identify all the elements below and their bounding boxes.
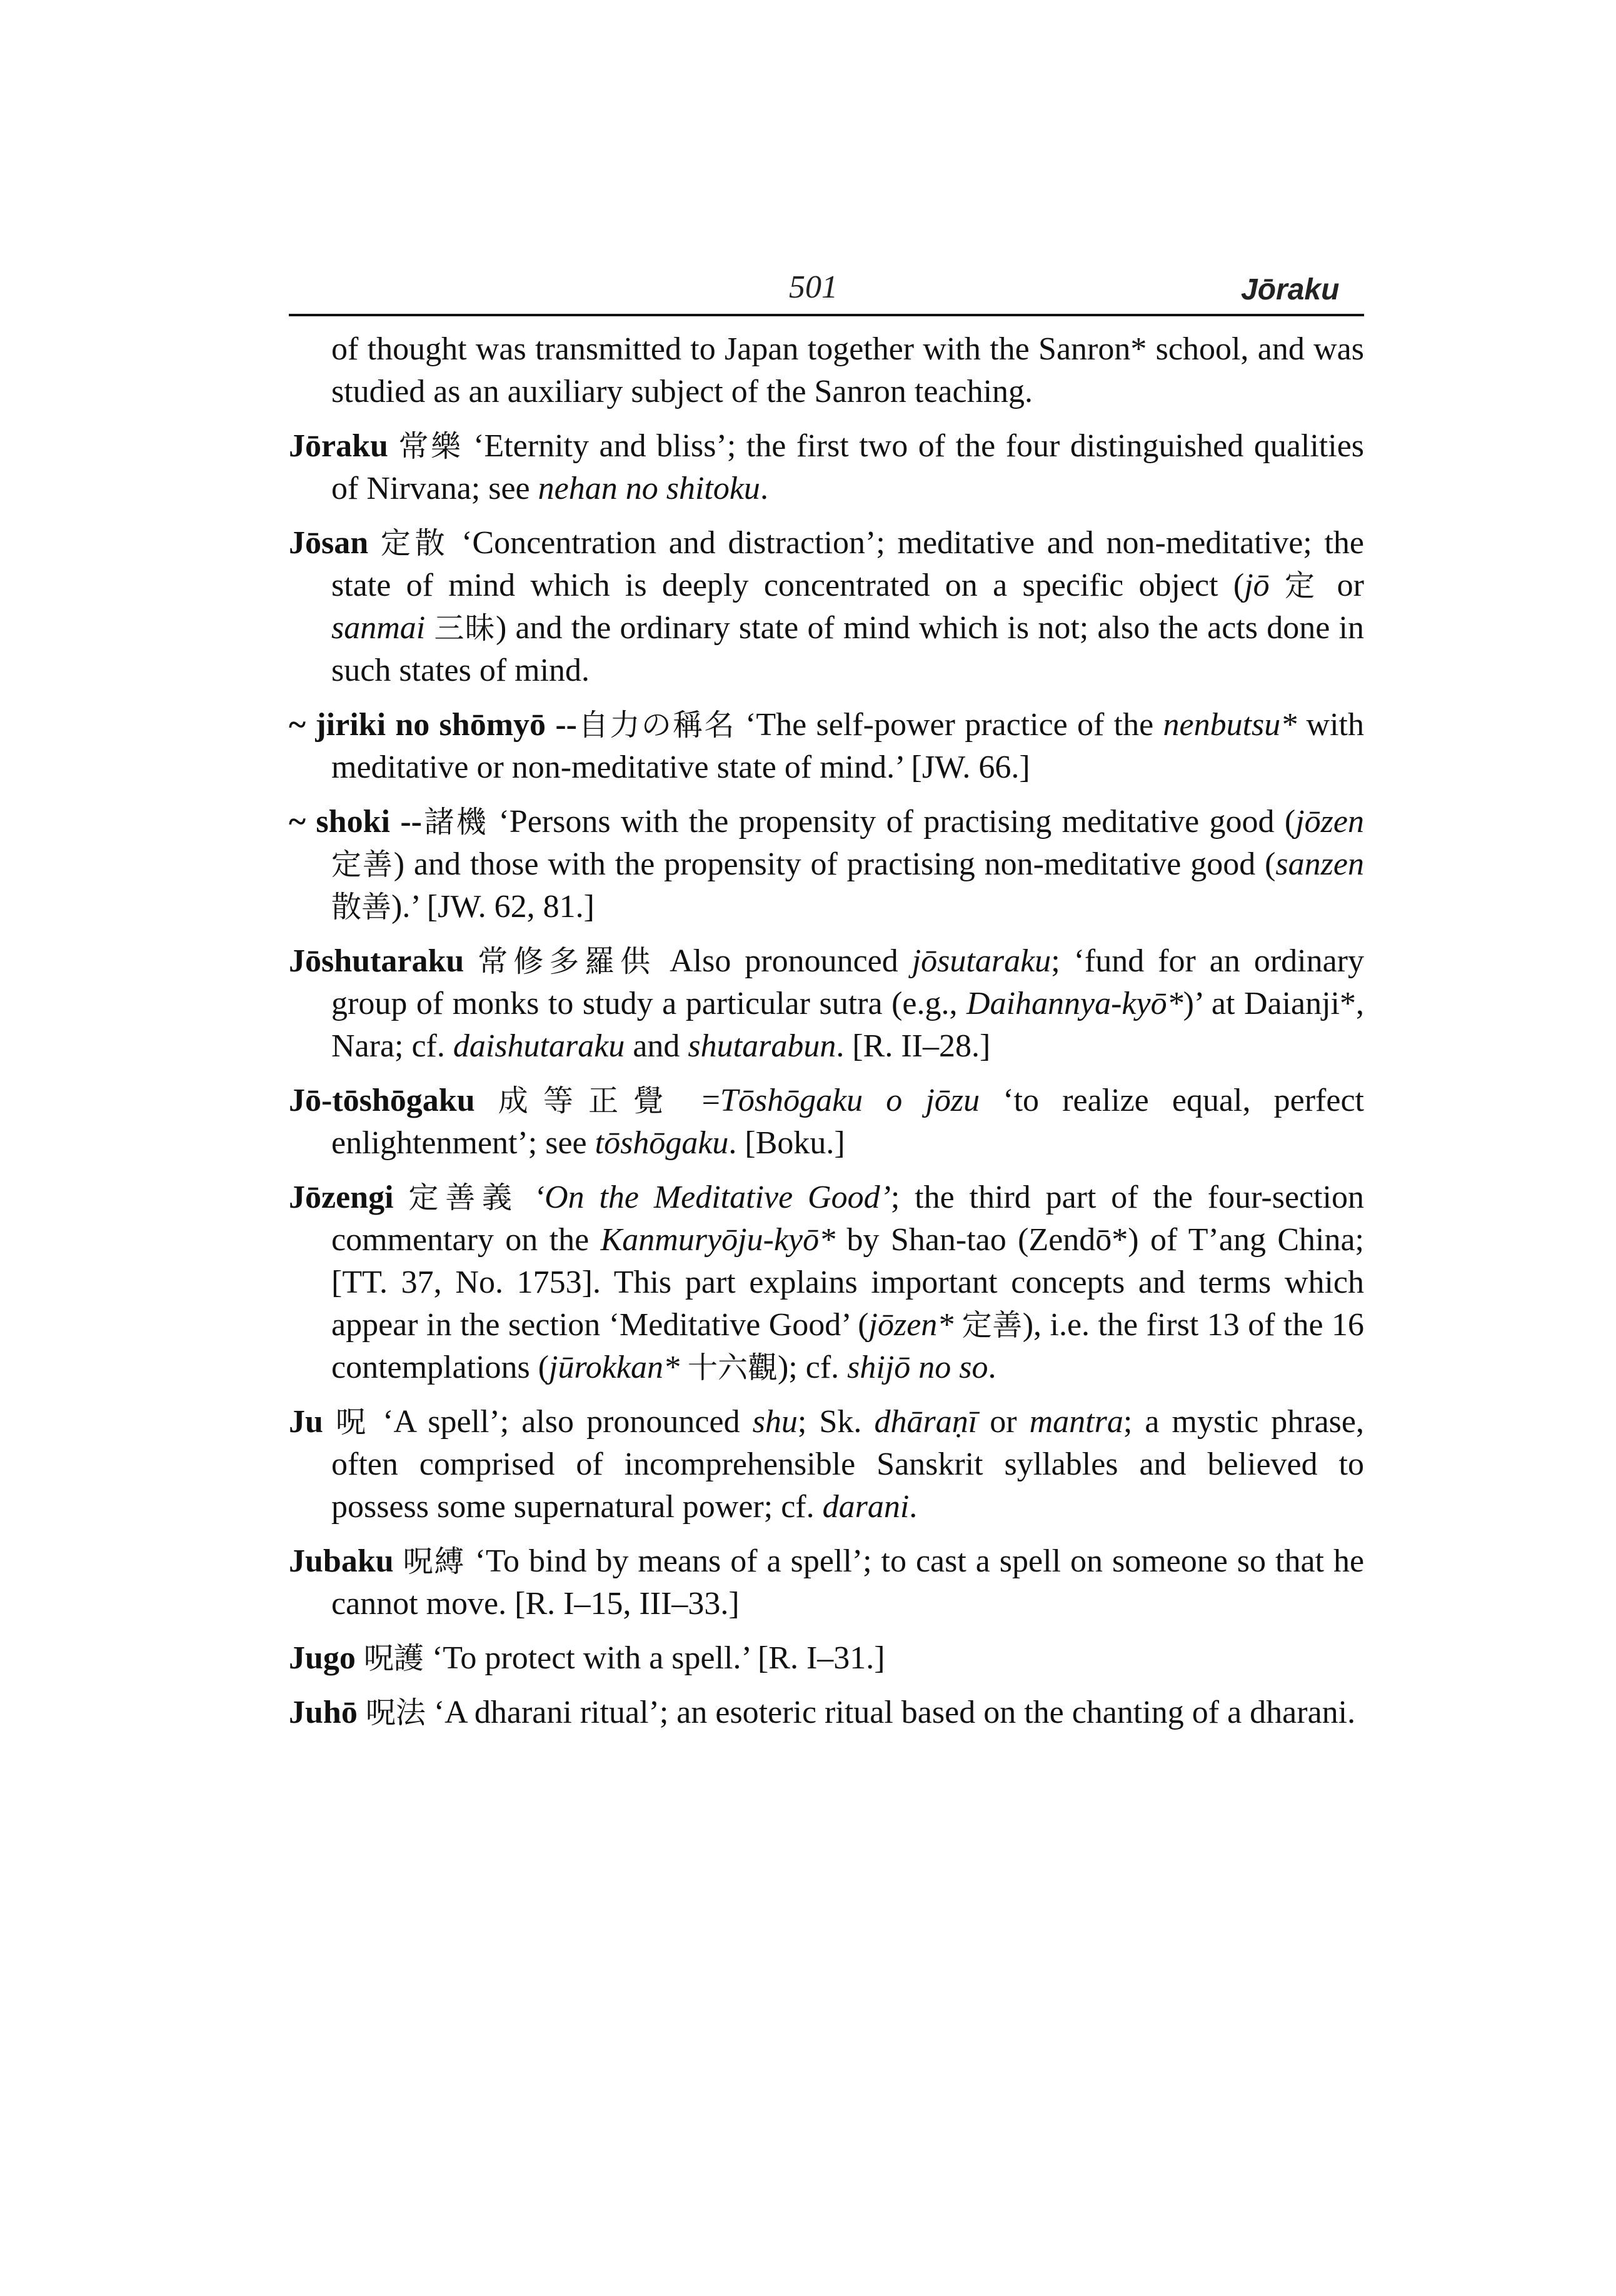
kanji: 定善: [331, 847, 394, 882]
definition-text: ‘The self-power practice of the: [745, 707, 1163, 743]
definition-text: )’ at Daianji*, Nara; cf.: [331, 986, 1364, 1064]
definition-text: ) and the ordinary state of mind which is not; also the acts done in such states of mind.: [331, 610, 1364, 688]
kanji: 呪縛: [403, 1544, 466, 1579]
italic-term: Kanmuryōju-kyō*: [600, 1222, 836, 1258]
definition-text: ‘Eternity and bliss’; the first two of the four distinguished qualities of Nirvana; see: [331, 428, 1365, 506]
dictionary-body: [289, 328, 1364, 1746]
definition-text: by Shan-tao (Zendō*) of T’ang China; [TT. 37, No. 1753]. This part explains important concepts and terms which appear in the section ‘Meditative Good’ (: [331, 1222, 1364, 1343]
definition-text: ) and those with the propensity of practising non-meditative good (: [393, 846, 1276, 882]
definition-text: ‘to realize equal, perfect enlightenment’; see: [331, 1083, 1364, 1161]
definition-text: ; ‘fund for an ordinary group of monks to study a particular sutra (e.g.,: [331, 943, 1365, 1021]
cross-reference: daishutaraku: [453, 1028, 625, 1064]
kanji: 諸機: [421, 805, 489, 840]
definition-text: ); cf.: [777, 1350, 848, 1385]
headword: Jōshutaraku: [289, 943, 464, 979]
kanji: 散善: [331, 890, 392, 925]
tilde-mark: ~: [289, 804, 306, 840]
italic-term: sanzen: [1275, 846, 1364, 882]
dash-mark: --: [555, 707, 577, 743]
kanji: 定散: [380, 526, 449, 561]
kanji: 定善: [961, 1308, 1023, 1343]
definition-text: .: [988, 1350, 996, 1385]
page-number: 501: [789, 269, 838, 305]
definition-text: .: [909, 1489, 918, 1525]
definition-text: ‘A spell’; also pronounced: [383, 1404, 753, 1440]
headword: Ju: [289, 1404, 323, 1440]
header-rule: [289, 314, 1364, 316]
kanji: 呪: [336, 1405, 371, 1440]
italic-term: mantra: [1029, 1404, 1123, 1440]
italic-term: jōzen: [1295, 804, 1364, 840]
italic-term: nenbutsu*: [1163, 707, 1297, 743]
intro-continuation: of thought was transmitted to Japan together with the Sanron* school, and was studied as an auxiliary subject of the Sanron teaching.: [331, 331, 1364, 409]
italic-term: jōsutaraku: [911, 943, 1051, 979]
definition-text: ‘To protect with a spell.’ [R. I–31.]: [431, 1640, 885, 1676]
entry-jugo: [289, 1637, 1364, 1680]
headword: Jōraku: [289, 428, 388, 464]
kanji: 十六觀: [687, 1350, 778, 1385]
definition-text: ; the third part of the four-section commentary on the: [331, 1180, 1364, 1258]
headword: Jōsan: [289, 525, 369, 561]
headword: Juhō: [289, 1695, 358, 1730]
definition-text: with meditative or non-meditative state of mind.’ [JW. 66.]: [331, 707, 1364, 785]
kanji: 常樂: [398, 429, 463, 464]
italic-term: jūrokkan*: [549, 1350, 680, 1385]
cross-reference: darani: [822, 1489, 910, 1525]
kanji: 成等正覺: [498, 1083, 679, 1118]
kanji: 三昧: [434, 611, 496, 646]
entry-shoki: [289, 801, 1364, 928]
running-head: Jōraku: [1241, 273, 1340, 306]
cross-reference: shijō no so: [847, 1350, 988, 1385]
cross-reference: shutarabun: [688, 1028, 836, 1064]
headword: shoki: [316, 804, 390, 840]
definition-text: ‘To bind by means of a spell’; to cast a spell on someone so that he cannot move. [R. I–15, III–33.]: [331, 1543, 1365, 1622]
kanji: 呪護: [363, 1641, 424, 1676]
italic-term: sanmai: [331, 610, 426, 646]
definition-text: ‘Concentration and distraction’; meditative and non-meditative; the state of mind which is deeply concentrated on a specific object (: [331, 525, 1364, 603]
definition-text: and: [625, 1028, 688, 1064]
tilde-mark: ~: [289, 707, 306, 743]
definition-text: ; a mystic phrase, often comprised of incomprehensible Sanskrit syllables and believed to possess some supernatural power; cf.: [331, 1404, 1364, 1525]
definition-text: =: [701, 1083, 720, 1118]
definition-text: Also pronounced: [670, 943, 912, 979]
cross-reference: nehan no shitoku: [538, 471, 760, 506]
italic-term: jōzen*: [868, 1307, 954, 1343]
definition-text: .: [760, 471, 768, 506]
kanji: 自力の稱名: [576, 708, 736, 743]
entry-jubaku: [289, 1540, 1364, 1625]
definition-text: ‘A dharani ritual’; an esoteric ritual based on the chanting of a dharani.: [433, 1695, 1356, 1730]
kanji: 定善義: [408, 1180, 519, 1215]
headword: jiriki no shōmyō: [315, 707, 546, 743]
kanji: 定: [1285, 568, 1322, 603]
italic-term: Daihannya-kyō*: [966, 986, 1183, 1021]
headword: Jō-tōshōgaku: [289, 1083, 475, 1118]
italic-term: jō: [1244, 568, 1270, 603]
entry-juho: [289, 1692, 1364, 1734]
entry-jozengi: [289, 1176, 1364, 1389]
headword: Jubaku: [289, 1543, 394, 1579]
definition-text: . [Boku.]: [728, 1125, 845, 1161]
headword: Jugo: [289, 1640, 356, 1676]
definition-text: ‘Persons with the propensity of practising meditative good (: [498, 804, 1296, 840]
definition-text: or: [1322, 568, 1364, 603]
cross-reference: tōshōgaku: [595, 1125, 729, 1161]
entry-jo-toshogaku: [289, 1080, 1364, 1165]
entry-josan: [289, 522, 1364, 692]
kanji: 呪法: [365, 1695, 426, 1730]
definition-text: ), i.e. the first 13 of the 16 contemplations (: [331, 1307, 1364, 1385]
definition-text: ).’ [JW. 62, 81.]: [391, 889, 595, 925]
entry-ju: [289, 1401, 1364, 1528]
kanji: 常修多羅供: [478, 944, 656, 979]
entry-jiriki-no-shomyo: [289, 704, 1364, 789]
entry-joshutaraku: [289, 940, 1364, 1068]
italic-term: dhāraṇī: [874, 1404, 978, 1440]
definition-text: or: [977, 1404, 1030, 1440]
italic-term: Tōshōgaku o jōzu: [720, 1083, 980, 1118]
dash-mark: --: [400, 804, 422, 840]
definition-text: ; Sk.: [797, 1404, 875, 1440]
definition-text: . [R. II–28.]: [836, 1028, 991, 1064]
italic-title: ‘On the Meditative Good’: [533, 1180, 891, 1215]
entry-joraku: [289, 425, 1364, 510]
headword: Jōzengi: [289, 1180, 394, 1215]
italic-term: shu: [752, 1404, 798, 1440]
